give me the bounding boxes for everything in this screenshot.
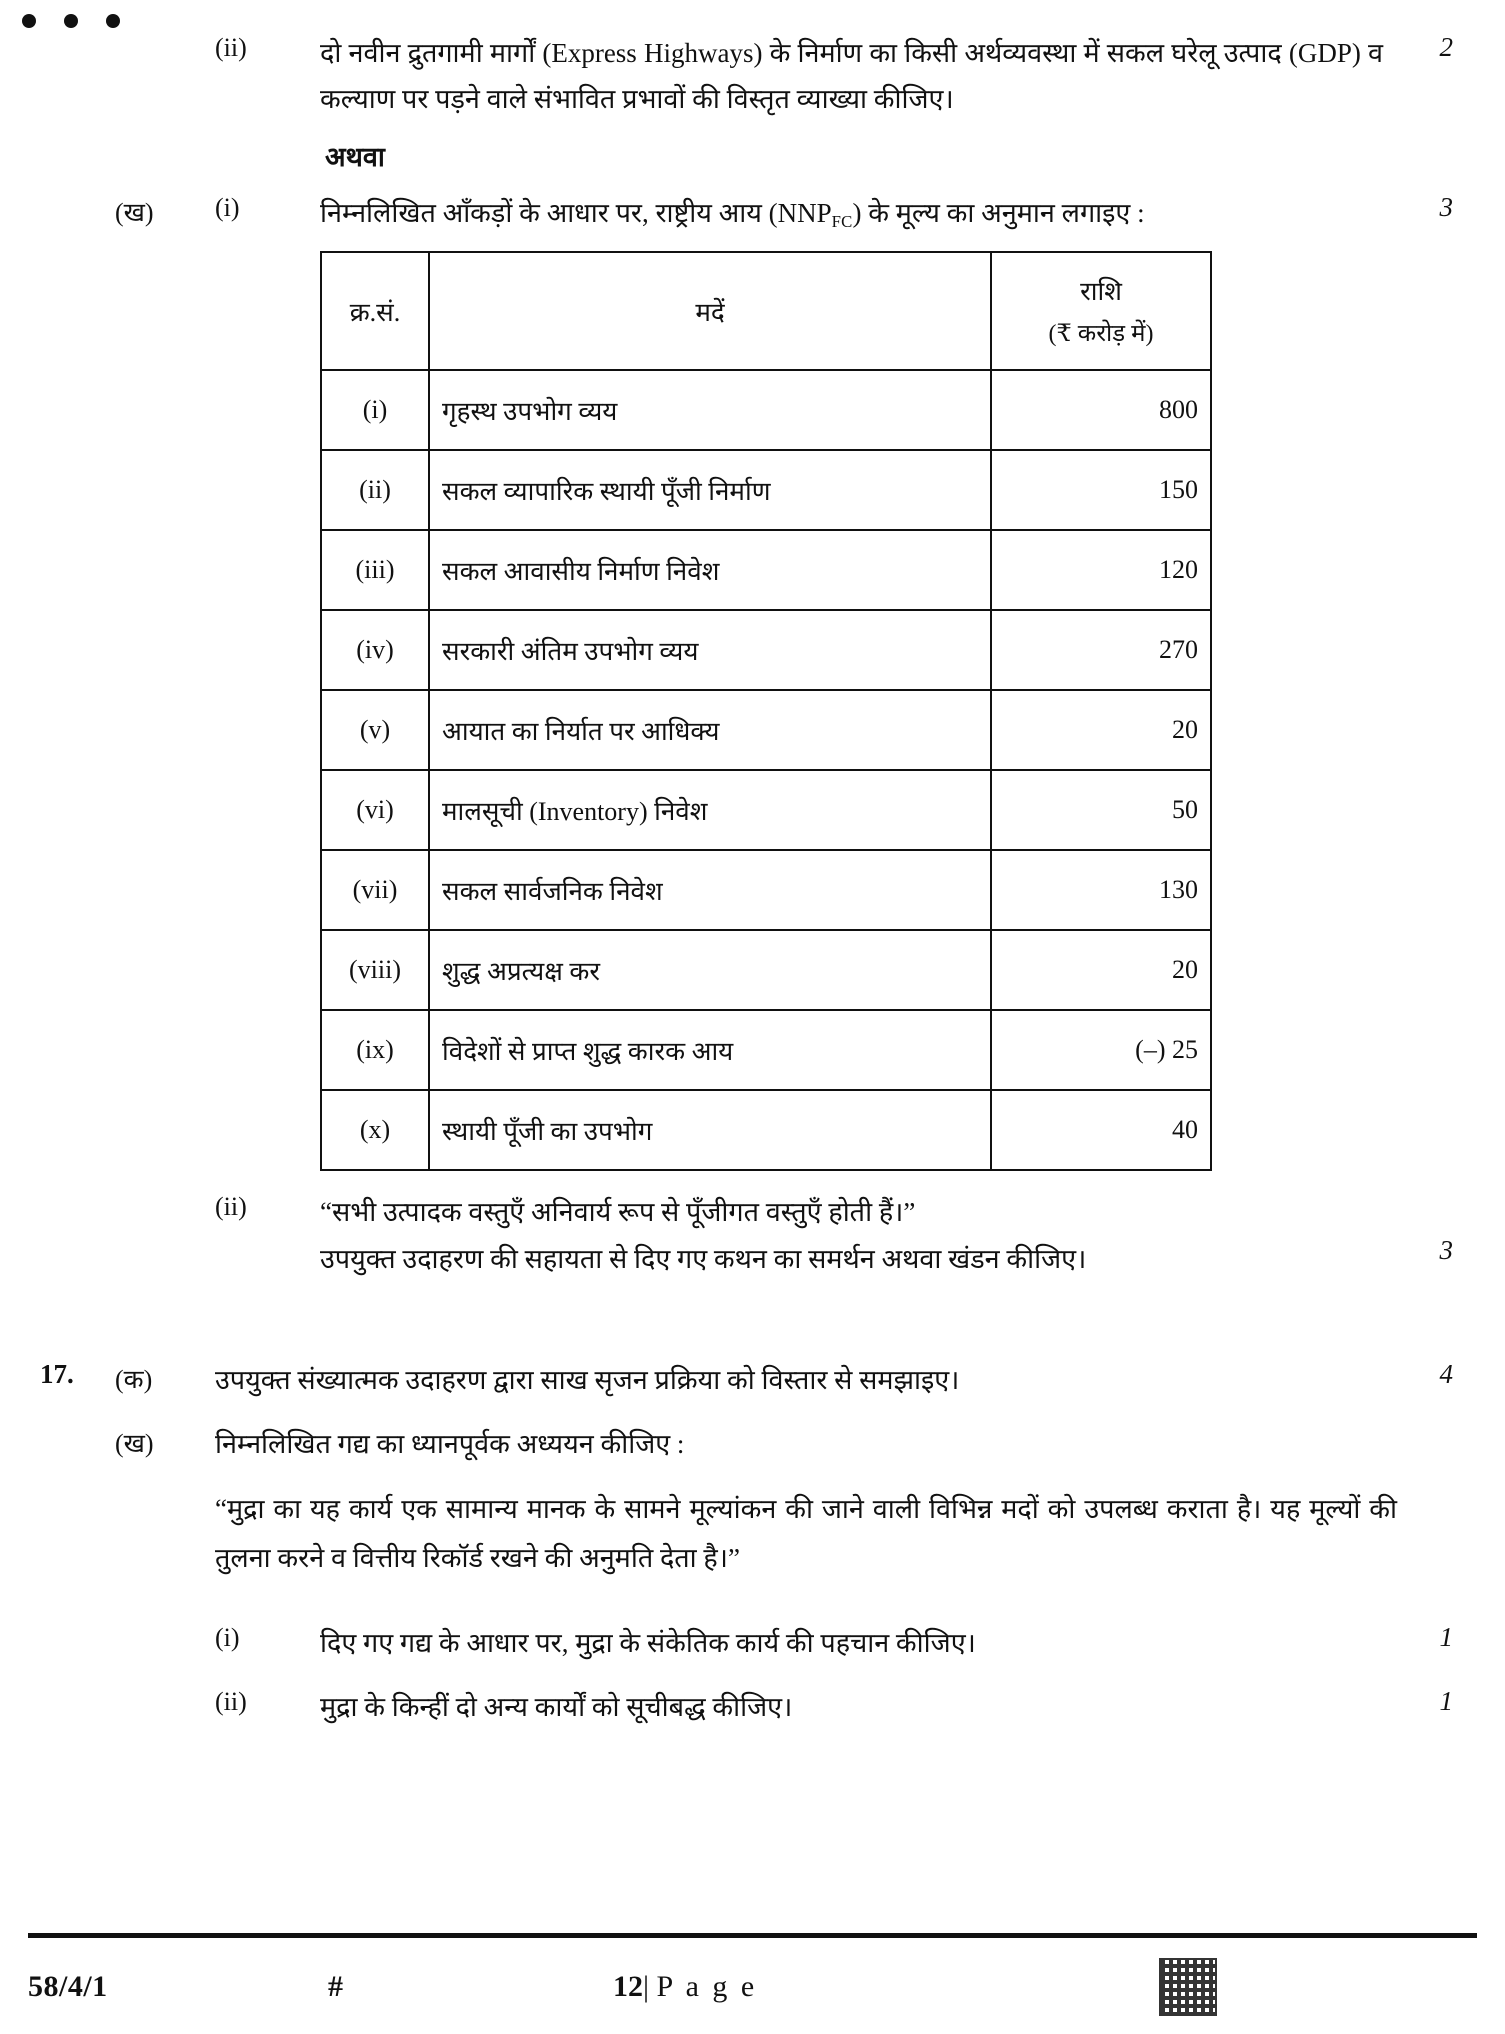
cell-item-name: स्थायी पूँजी का उपभोग <box>429 1090 991 1170</box>
cell-item-name: शुद्ध अप्रत्यक्ष कर <box>429 930 991 1010</box>
cell-serial-number: (ii) <box>321 450 429 530</box>
question-16-part-b-item-i-text <box>320 190 1383 237</box>
question-16-part-b-item-ii-body <box>320 1189 1383 1283</box>
money-function-passage: “मुद्रा का यह कार्य एक सामान्य मानक के सामने मूल्यांकन की जाने वाली विभिन्न मदों को उपलब्ध कराता है। यह मूल्यों की तुलना करने व वित्तीय रिकॉर्ड रखने की अनुमति देता है।” <box>215 1494 1397 1573</box>
question-17-part-b-label: (ख) <box>115 1429 154 1459</box>
question-17-part-b-item-ii-text: मुद्रा के किन्हीं दो अन्य कार्यों को सूचीबद्ध कीजिए। <box>320 1692 793 1723</box>
cell-serial-number: (iii) <box>321 530 429 610</box>
cell-serial-number: (x) <box>321 1090 429 1170</box>
question-16-item-ii-text: दो नवीन द्रुतगामी मार्गों (Express Highways) के निर्माण का किसी अर्थव्यवस्था में सकल घरेलू उत्पाद (GDP) व कल्याण पर पड़ने वाले संभावित प्रभावों की विस्तृत व्याख्या कीजिए। <box>320 38 1383 115</box>
page-word: P a g e <box>656 1970 758 2003</box>
roman-label-ii-2: (ii) <box>215 1191 247 1221</box>
header-amount <box>991 252 1211 370</box>
cell-item-name: मालसूची (Inventory) निवेश <box>429 770 991 850</box>
question-17-part-b-text: निम्नलिखित गद्य का ध्यानपूर्वक अध्ययन कीजिए : <box>215 1429 685 1460</box>
quote-statement: “सभी उत्पादक वस्तुएँ अनिवार्य रूप से पूँजीगत वस्तुएँ होती हैं।” <box>320 1196 916 1227</box>
cell-amount: 40 <box>991 1090 1211 1170</box>
table-body <box>321 370 1211 1170</box>
nnp-text-after: ) के मूल्य का अनुमान लगाइए : <box>852 197 1145 228</box>
header-amount-line1: राशि <box>1080 277 1122 307</box>
cell-item-name: सकल सार्वजनिक निवेश <box>429 850 991 930</box>
nnp-subscript: FC <box>831 211 853 231</box>
national-income-table-wrap <box>40 251 1453 1171</box>
cell-amount: 270 <box>991 610 1211 690</box>
question-17-part-a-label: (क) <box>115 1364 153 1394</box>
cell-serial-number: (i) <box>321 370 429 450</box>
question-17-part-b-item-ii <box>40 1684 1453 1730</box>
roman-label-17-ii: (ii) <box>215 1687 247 1717</box>
hash-marker: # <box>328 1970 343 2003</box>
page-number: 12 <box>613 1970 643 2003</box>
marks-16-ii: 2 <box>1439 32 1453 62</box>
table-row <box>321 530 1211 610</box>
roman-label-i: (i) <box>215 192 240 222</box>
marks-16-b-ii-value: 3 <box>1439 1234 1453 1265</box>
table-row <box>321 370 1211 450</box>
footer-content <box>28 1958 1477 2016</box>
cell-amount: 130 <box>991 850 1211 930</box>
paper-code: 58/4/1 <box>28 1970 108 2003</box>
cell-amount: 800 <box>991 370 1211 450</box>
table-header-row <box>321 252 1211 370</box>
cell-serial-number: (iv) <box>321 610 429 690</box>
question-17-number: 17. <box>40 1358 74 1389</box>
or-divider-label: अथवा <box>325 141 385 172</box>
question-number-blank-2 <box>40 190 115 192</box>
marks-16-b-ii <box>1383 1189 1453 1266</box>
cell-amount: (–) 25 <box>991 1010 1211 1090</box>
cell-serial-number: (ix) <box>321 1010 429 1090</box>
quote-instruction: उपयुक्त उदाहरण की सहायता से दिए गए कथन का समर्थन अथवा खंडन कीजिए। <box>320 1243 1087 1274</box>
table-row <box>321 770 1211 850</box>
table-row <box>321 850 1211 930</box>
cell-serial-number: (vi) <box>321 770 429 850</box>
table-row <box>321 930 1211 1010</box>
corner-dot-3 <box>106 14 120 28</box>
question-17-part-b-item-i-text: दिए गए गद्य के आधार पर, मुद्रा के संकेतिक कार्य की पहचान कीजिए। <box>320 1627 976 1658</box>
page-divider: | <box>643 1970 650 2003</box>
table-head <box>321 252 1211 370</box>
page-footer <box>0 1933 1505 2034</box>
marks-17-b-ii: 1 <box>1439 1686 1453 1717</box>
marks-17-b-i: 1 <box>1439 1621 1453 1652</box>
or-divider-wrap <box>40 137 1453 174</box>
cell-item-name: सकल आवासीय निर्माण निवेश <box>429 530 991 610</box>
cell-item-name: सकल व्यापारिक स्थायी पूँजी निर्माण <box>429 450 991 530</box>
table-row <box>321 1090 1211 1170</box>
cell-item-name: विदेशों से प्राप्त शुद्ध कारक आय <box>429 1010 991 1090</box>
question-16-part-b-item-i <box>40 190 1453 237</box>
cell-serial-number: (v) <box>321 690 429 770</box>
part-label-blank-4 <box>115 1684 215 1687</box>
marks-16-b-i: 3 <box>1439 191 1453 222</box>
cell-amount: 20 <box>991 930 1211 1010</box>
roman-label-17-i: (i) <box>215 1622 240 1652</box>
cell-serial-number: (vii) <box>321 850 429 930</box>
cell-item-name: सरकारी अंतिम उपभोग व्यय <box>429 610 991 690</box>
table-row <box>321 1010 1211 1090</box>
footer-divider <box>28 1933 1477 1938</box>
cell-item-name: आयात का निर्यात पर आधिक्य <box>429 690 991 770</box>
corner-dots <box>22 14 120 28</box>
table-row <box>321 610 1211 690</box>
cell-amount: 120 <box>991 530 1211 610</box>
part-label-blank-2 <box>115 1189 215 1192</box>
question-17-part-a <box>40 1357 1453 1403</box>
question-number-blank-5 <box>40 1620 115 1622</box>
table-row <box>321 450 1211 530</box>
header-serial-number: क्र.सं. <box>321 252 429 370</box>
question-17-part-a-text: उपयुक्त संख्यात्मक उदाहरण द्वारा साख सृजन प्रक्रिया को विस्तार से समझाइए। <box>215 1364 960 1395</box>
question-17-part-b <box>40 1421 1453 1467</box>
page-content <box>0 30 1505 1730</box>
qr-code-icon <box>1159 1958 1217 2016</box>
cell-amount: 20 <box>991 690 1211 770</box>
cell-serial-number: (viii) <box>321 930 429 1010</box>
question-16-item-ii <box>40 30 1453 123</box>
question-17-part-b-item-i <box>40 1620 1453 1666</box>
question-16-part-b-item-ii <box>40 1189 1453 1283</box>
cell-amount: 150 <box>991 450 1211 530</box>
corner-dot-2 <box>64 14 78 28</box>
part-label-blank <box>115 30 215 33</box>
header-items: मदें <box>429 252 991 370</box>
cell-item-name: गृहस्थ उपभोग व्यय <box>429 370 991 450</box>
question-number-blank-4 <box>40 1421 115 1423</box>
table-row <box>321 690 1211 770</box>
part-label-kha: (ख) <box>115 197 154 227</box>
nnp-text-before: निम्नलिखित आँकड़ों के आधार पर, राष्ट्रीय आय (NNP <box>320 197 832 228</box>
marks-17-a: 4 <box>1439 1358 1453 1389</box>
roman-label-ii: (ii) <box>215 33 247 62</box>
cell-amount: 50 <box>991 770 1211 850</box>
part-label-blank-3 <box>115 1620 215 1623</box>
corner-dot-1 <box>22 14 36 28</box>
question-number-blank-3 <box>40 1189 115 1191</box>
marks-17-b-blank <box>1383 1421 1453 1423</box>
page-indicator <box>558 1970 1159 2004</box>
question-number-blank-6 <box>40 1684 115 1686</box>
national-income-table <box>320 251 1212 1171</box>
question-number-blank <box>40 30 115 32</box>
header-amount-line2: (₹ करोड़ में) <box>1048 321 1154 348</box>
